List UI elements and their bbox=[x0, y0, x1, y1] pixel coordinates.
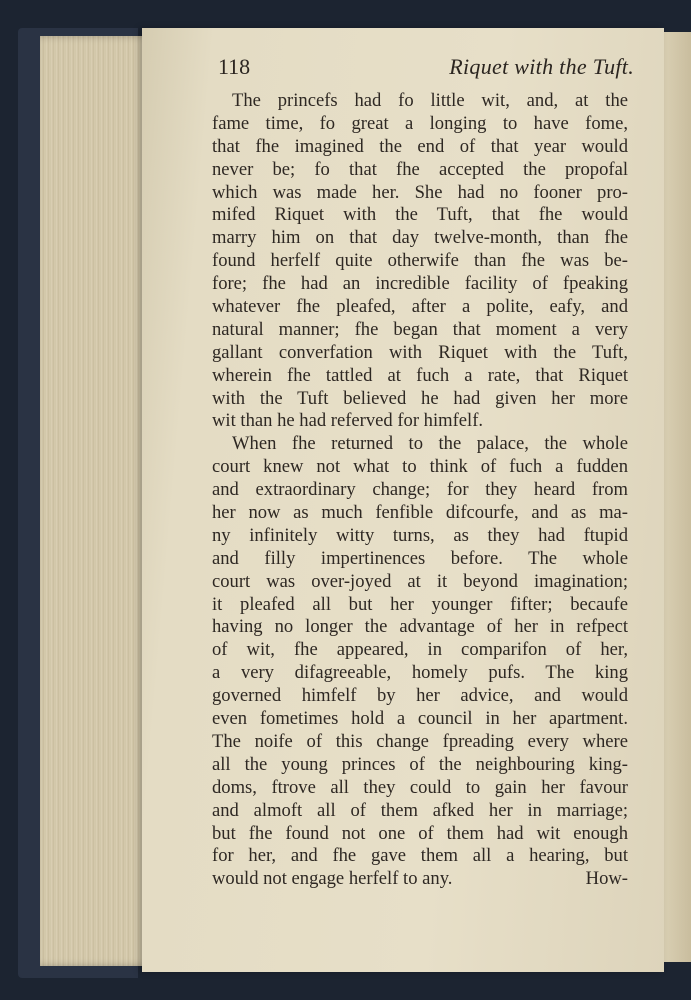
text-line: and almoft all of them afked her in marriage; bbox=[212, 799, 628, 821]
text-line: of wit, fhe appeared, in comparifon of her, bbox=[212, 639, 628, 661]
running-title: Riquet with the Tuft. bbox=[449, 54, 634, 79]
text-line: all the young princes of the neighbouring king- bbox=[212, 753, 628, 775]
text-line: marry him on that day twelve-month, than fhe bbox=[212, 227, 628, 249]
text-line: found herfelf quite otherwife than fhe was be- bbox=[212, 250, 628, 272]
text-line: whatever fhe pleafed, after a polite, eafy, and bbox=[212, 296, 628, 318]
page-stack bbox=[40, 36, 150, 966]
text-line: court knew not what to think of fuch a fudden bbox=[212, 456, 628, 478]
text-line: ny infinitely witty turns, as they had ftupid bbox=[212, 524, 628, 546]
text-line: but fhe found not one of them had wit enough bbox=[212, 822, 628, 844]
text-line: would not engage herfelf to any. bbox=[212, 868, 453, 890]
text-line: When fhe returned to the palace, the whole bbox=[232, 433, 628, 455]
text-line: which was made her. She had no fooner pro- bbox=[212, 181, 628, 203]
text-line: having no longer the advantage of her in refpect bbox=[212, 616, 628, 638]
text-line: and filly impertinences before. The whole bbox=[212, 547, 628, 569]
text-line: governed himfelf by her advice, and would bbox=[212, 685, 628, 707]
text-line: wherein fhe tattled at fuch a rate, that Riquet bbox=[212, 364, 628, 386]
text-line: fore; fhe had an incredible facility of fpeaking bbox=[212, 273, 628, 295]
page-header bbox=[214, 52, 634, 84]
text-line: court was over-joyed at it beyond imagination; bbox=[212, 570, 628, 592]
text-line: The princefs had fo little wit, and, at the bbox=[232, 90, 628, 111]
final-line bbox=[212, 868, 628, 891]
text-line: The noife of this change fpreading every where bbox=[212, 730, 628, 752]
text-line: that fhe imagined the end of that year would bbox=[212, 135, 628, 157]
text-line: gallant converfation with Riquet with the Tuft, bbox=[212, 341, 628, 363]
text-line: never be; fo that fhe accepted the propofal bbox=[212, 158, 628, 180]
text-line: natural manner; fhe began that moment a very bbox=[212, 318, 628, 340]
text-line: a very difagreeable, homely pufs. The king bbox=[212, 662, 628, 684]
text-line: even fometimes hold a council in her apartment. bbox=[212, 708, 628, 730]
page-number: 118 bbox=[218, 54, 251, 79]
catchword: How- bbox=[585, 868, 628, 890]
text-line: wit than he had referved for himfelf. bbox=[212, 410, 484, 432]
text-line: it pleafed all but her younger fifter; becaufe bbox=[212, 593, 628, 615]
paragraph-2 bbox=[212, 433, 628, 891]
text-line: doms, ftrove all they could to gain her favour bbox=[212, 776, 628, 798]
text-line: mifed Riquet with the Tuft, that fhe would bbox=[212, 204, 628, 226]
text-line: fame time, fo great a longing to have fome, bbox=[212, 112, 628, 134]
text-line: with the Tuft believed he had given her more bbox=[212, 387, 628, 409]
facing-page-edge bbox=[664, 32, 691, 962]
book-page bbox=[142, 28, 664, 972]
text-line: her now as much fenfible difcourfe, and as ma- bbox=[212, 502, 628, 524]
text-line: and extraordinary change; for they heard from bbox=[212, 479, 628, 501]
paragraph-1 bbox=[212, 90, 628, 433]
text-line: for her, and fhe gave them all a hearing, but bbox=[212, 845, 628, 867]
body-text bbox=[212, 90, 628, 891]
